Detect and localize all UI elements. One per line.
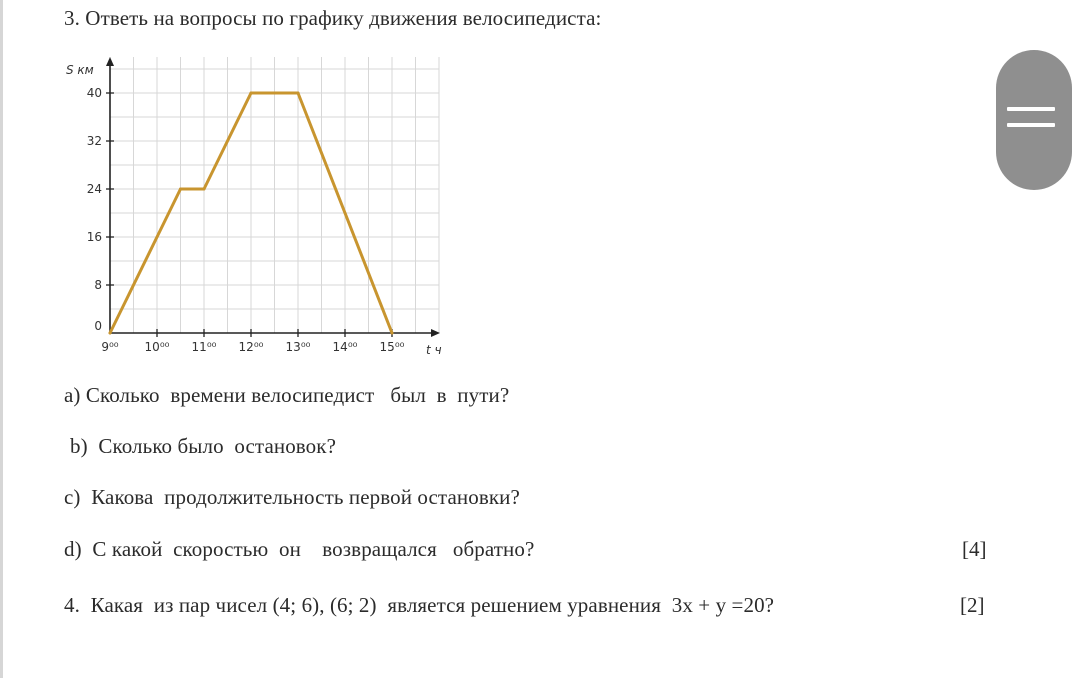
y-tick-label: 40 bbox=[86, 86, 102, 100]
x-tick-label: 13⁰⁰ bbox=[285, 340, 311, 354]
question-a: а) Сколько времени велосипедист был в пути? bbox=[64, 383, 510, 407]
x-tick-label: 10⁰⁰ bbox=[144, 340, 170, 354]
data-point bbox=[109, 332, 112, 335]
y-tick-label: 0 bbox=[94, 319, 102, 333]
task-4-points: [2] bbox=[960, 593, 985, 617]
y-tick-label: 24 bbox=[86, 182, 102, 196]
x-tick-label: 14⁰⁰ bbox=[332, 340, 358, 354]
distance-time-chart bbox=[58, 56, 458, 366]
y-axis-label: S км bbox=[66, 63, 94, 77]
data-point bbox=[391, 332, 394, 335]
y-tick-label: 16 bbox=[86, 230, 102, 244]
task-4-question: 4. Какая из пар чисел (4; 6), (6; 2) является решением уравнения 3x + y =20? bbox=[64, 593, 775, 617]
question-c: c) Какова продолжительность первой остановки? bbox=[64, 485, 520, 509]
x-tick-label: 15⁰⁰ bbox=[379, 340, 405, 354]
question-b: b) Сколько было остановок? bbox=[70, 434, 337, 458]
data-point bbox=[297, 92, 300, 95]
menu-icon-bar bbox=[1007, 123, 1055, 127]
question-d: d) С какой скоростью он возвращался обратно? bbox=[64, 537, 535, 561]
task-3-heading: 3. Ответь на вопросы по графику движения велосипедиста: bbox=[64, 6, 602, 30]
menu-button[interactable] bbox=[996, 50, 1072, 190]
x-tick-label: 12⁰⁰ bbox=[238, 340, 264, 354]
data-point bbox=[250, 92, 253, 95]
x-tick-label: 11⁰⁰ bbox=[191, 340, 217, 354]
question-d-points: [4] bbox=[962, 537, 987, 561]
data-point bbox=[179, 188, 182, 191]
y-tick-label: 8 bbox=[94, 278, 102, 292]
x-axis-label: t ч bbox=[426, 343, 442, 357]
y-axis-arrow bbox=[106, 57, 114, 66]
page-edge bbox=[0, 0, 3, 678]
menu-icon bbox=[1007, 107, 1055, 111]
x-tick-label: 9⁰⁰ bbox=[101, 340, 119, 354]
y-tick-label: 32 bbox=[86, 134, 102, 148]
data-point bbox=[203, 188, 206, 191]
